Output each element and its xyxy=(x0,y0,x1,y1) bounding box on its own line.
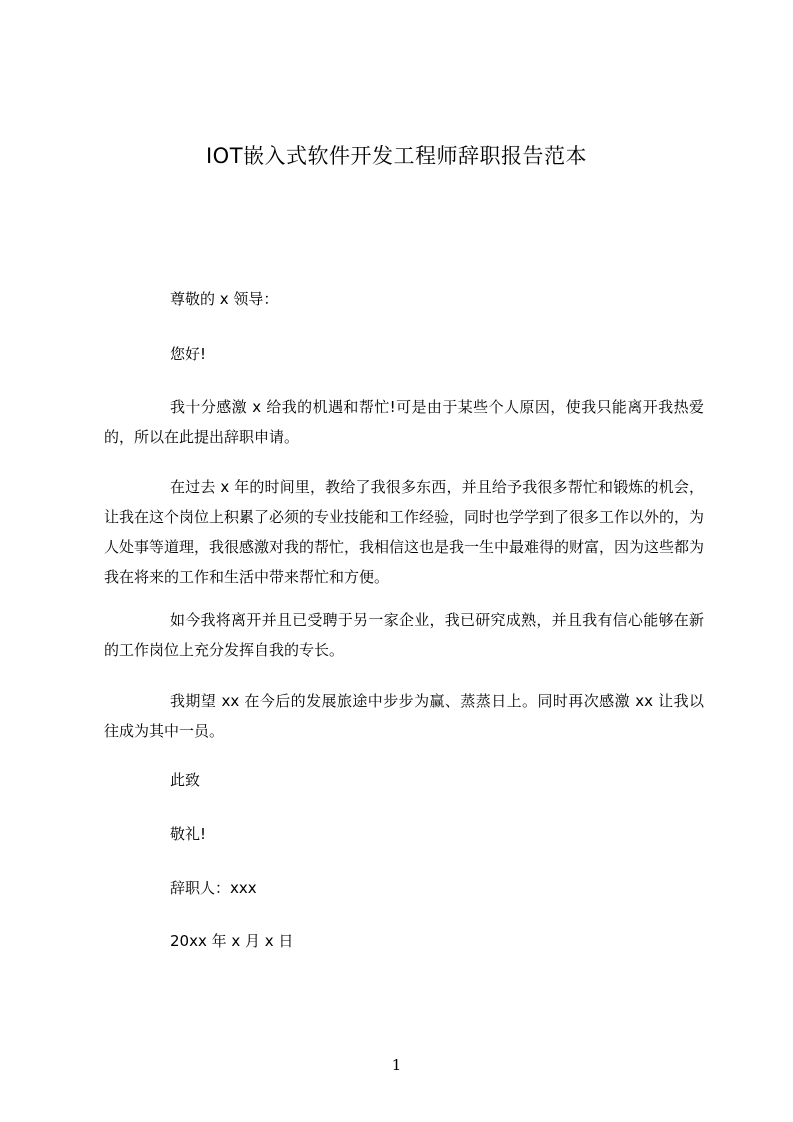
paragraph-2: 在过去 x 年的时间里，教给了我很多东西，并且给予我很多帮忙和锻炼的机会，让我在这个岗位上积累了必须的专业技能和工作经验，同时也学学到了很多工作以外的，为人处事等道理，我很感激对我的帮忙，我相信这也是我一生中最难得的财富，因为这些都为我在将来的工作和生活中带来帮忙和方便。 xyxy=(104,478,705,586)
closing-line-1: 此致 xyxy=(170,771,201,789)
date-line: 20xx 年 x 月 x 日 xyxy=(170,932,294,950)
closing-line-2: 敬礼! xyxy=(170,825,207,843)
signature-line: 辞职人：xxx xyxy=(170,879,257,897)
greeting: 您好! xyxy=(170,345,207,363)
salutation: 尊敬的 x 领导： xyxy=(170,290,279,308)
document-title: IOT嵌入式软件开发工程师辞职报告范本 xyxy=(205,144,588,168)
page-number: 1 xyxy=(391,1056,402,1074)
paragraph-1: 我十分感激 x 给我的机遇和帮忙!可是由于某些个人原因，使我只能离开我热爱的，所以在此提出辞职申请。 xyxy=(104,398,704,446)
paragraph-4: 我期望 xx 在今后的发展旅途中步步为赢、蒸蒸日上。同时再次感激 xx 让我以往成为其中一员。 xyxy=(104,692,704,740)
paragraph-3: 如今我将离开并且已受聘于另一家企业，我已研究成熟，并且我有信心能够在新的工作岗位上充分发挥自我的专长。 xyxy=(104,611,704,659)
